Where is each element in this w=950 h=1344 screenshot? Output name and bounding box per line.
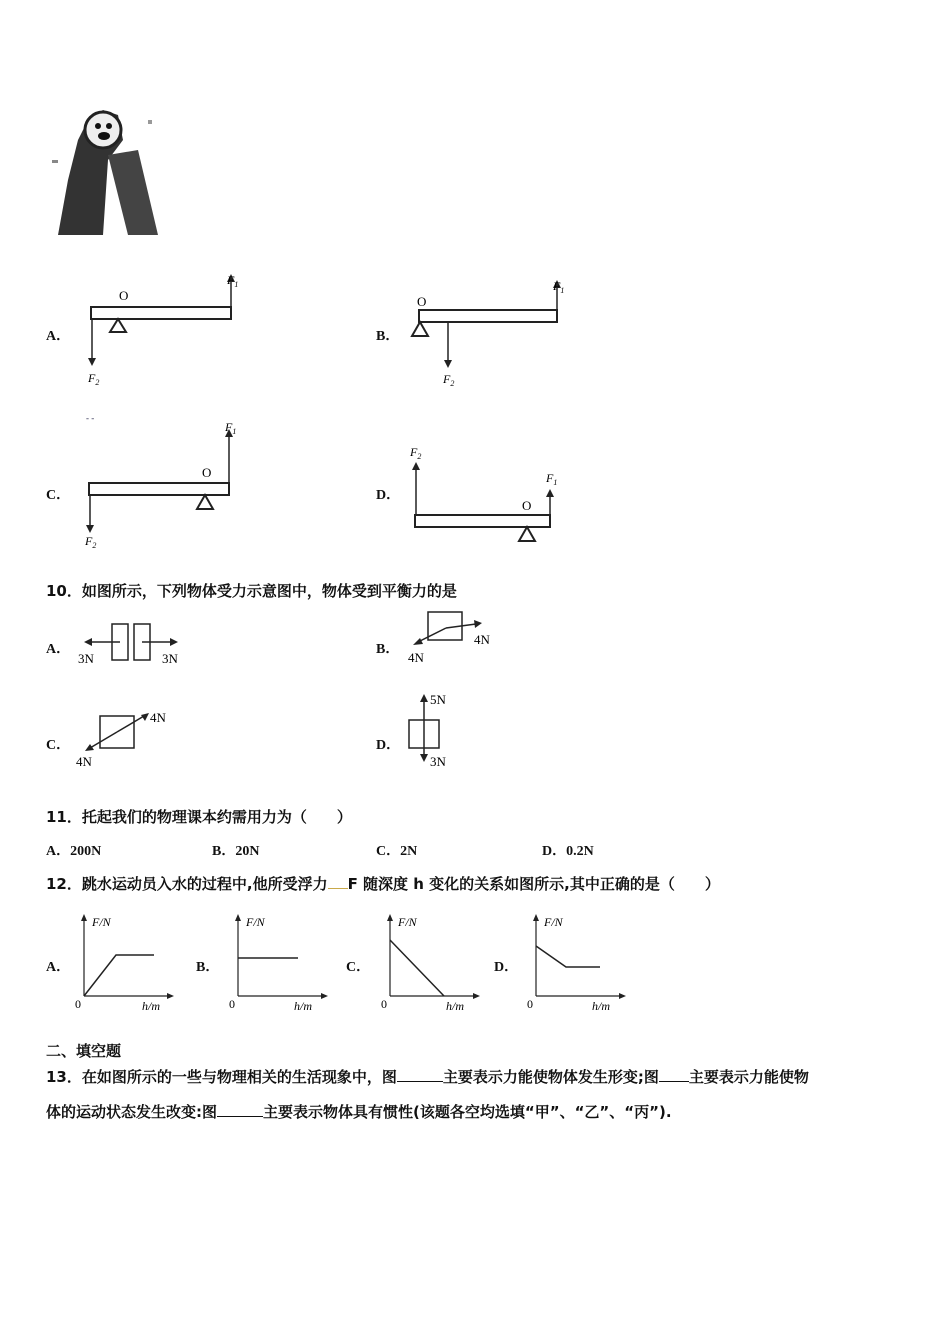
q13-part1: 13．在如图所示的一些与物理相关的生活现象中，图 (46, 1068, 397, 1086)
q10-option-a-label: A． (46, 642, 71, 657)
q9-d-f1-label: $F_1$ (546, 471, 558, 487)
q13-part3: 主要表示力能使物 (688, 1068, 809, 1086)
q10-b-force-left: 4N (408, 650, 424, 665)
q12-option-d-label: D． (494, 960, 519, 975)
diver-photo (48, 100, 168, 240)
q12-a-origin: 0 (75, 997, 81, 1011)
q10-d-force-down: 3N (430, 754, 446, 769)
q10-option-d-label: D． (376, 738, 401, 753)
q9-option-c-diagram[interactable] (80, 415, 250, 550)
q12-option-c-label: C． (346, 960, 371, 975)
q10-c-force-up: 4N (150, 710, 166, 725)
q9-option-c-label: C． (46, 488, 71, 503)
q12-c-xlabel: h/m (446, 999, 464, 1013)
q12-stem-part2: F 随深度 h 变化的关系如图所示,其中正确的是（ ） (347, 875, 720, 893)
q12-c-ylabel: F/N (398, 915, 417, 929)
q9-a-pivot-label: O (119, 288, 129, 303)
q9-b-f1-label: $F_1$ (553, 279, 565, 295)
q9-option-a-diagram[interactable] (80, 270, 250, 390)
q11-option-d[interactable]: D．0.2N (542, 844, 594, 859)
q12-option-c-graph[interactable] (376, 910, 486, 1015)
q10-b-force-right: 4N (474, 632, 490, 647)
q12-c-origin: 0 (381, 997, 387, 1011)
q12-option-a-graph[interactable] (70, 910, 180, 1015)
q9-option-d-diagram[interactable] (400, 440, 570, 550)
q13-part2: 主要表示力能使物体发生形变;图 (442, 1068, 659, 1086)
q12-stem (46, 873, 720, 894)
q13-blank-1[interactable] (397, 1067, 443, 1082)
q10-option-c-diagram[interactable] (74, 704, 184, 774)
q13-blank-3[interactable] (217, 1102, 263, 1117)
q12-option-a-label: A． (46, 960, 71, 975)
q13-line1 (46, 1066, 809, 1087)
q10-a-right-force: 3N (162, 651, 178, 666)
q9-b-f2-label: $F_2$ (443, 372, 455, 388)
q10-option-d-diagram[interactable] (404, 690, 474, 772)
q13-line2 (46, 1101, 672, 1122)
q9-a-f2-label: $F_2$ (88, 371, 100, 387)
q12-d-xlabel: h/m (592, 999, 610, 1013)
q12-d-ylabel: F/N (544, 915, 563, 929)
q10-d-force-up: 5N (430, 692, 446, 707)
q12-option-b-label: B． (196, 960, 220, 975)
q10-option-b-diagram[interactable] (404, 608, 514, 668)
svg-text:- -: - - (86, 415, 95, 423)
section-fill-in-title: 二、填空题 (46, 1042, 122, 1060)
q12-a-ylabel: F/N (92, 915, 111, 929)
q9-option-b-diagram[interactable] (400, 270, 580, 390)
q9-b-pivot-label: O (417, 294, 427, 309)
q9-c-f2-label: $F_2$ (85, 534, 97, 550)
q12-stem-part1: 12．跳水运动员入水的过程中,他所受浮力 (46, 875, 328, 893)
q9-c-pivot-label: O (202, 465, 212, 480)
q9-option-a-label: A． (46, 329, 71, 344)
q11-option-b[interactable]: B．20N (212, 844, 260, 859)
q11-option-a[interactable]: A．200N (46, 844, 102, 859)
q9-a-f1-label: $F_1$ (227, 273, 239, 289)
q12-option-b-graph[interactable] (224, 910, 334, 1015)
q12-option-d-graph[interactable] (522, 910, 632, 1015)
q10-option-c-label: C． (46, 738, 71, 753)
q10-stem: 10．如图所示，下列物体受力示意图中，物体受到平衡力的是 (46, 582, 457, 600)
q12-a-xlabel: h/m (142, 999, 160, 1013)
q9-d-pivot-label: O (522, 498, 532, 513)
q11-stem: 11．托起我们的物理课本约需用力为（ ） (46, 808, 352, 826)
q9-option-b-label: B． (376, 329, 400, 344)
q9-option-d-label: D． (376, 488, 401, 503)
q12-stem-gap (328, 874, 348, 889)
q12-b-ylabel: F/N (246, 915, 265, 929)
q10-c-force-down: 4N (76, 754, 92, 769)
q9-d-f2-label: $F_2$ (410, 445, 422, 461)
q9-c-f1-label: $F_1$ (225, 420, 237, 436)
q12-b-xlabel: h/m (294, 999, 312, 1013)
q10-option-a-diagram[interactable] (74, 620, 194, 670)
q10-option-b-label: B． (376, 642, 400, 657)
q11-option-c[interactable]: C．2N (376, 844, 418, 859)
q10-a-left-force: 3N (78, 651, 94, 666)
q13-part5: 主要表示物体具有惯性(该题各空均选填“甲”、“乙”、“丙”). (263, 1103, 672, 1121)
q12-b-origin: 0 (229, 997, 235, 1011)
q13-part4: 体的运动状态发生改变:图 (46, 1103, 217, 1121)
q12-d-origin: 0 (527, 997, 533, 1011)
q13-blank-2[interactable] (659, 1067, 689, 1082)
